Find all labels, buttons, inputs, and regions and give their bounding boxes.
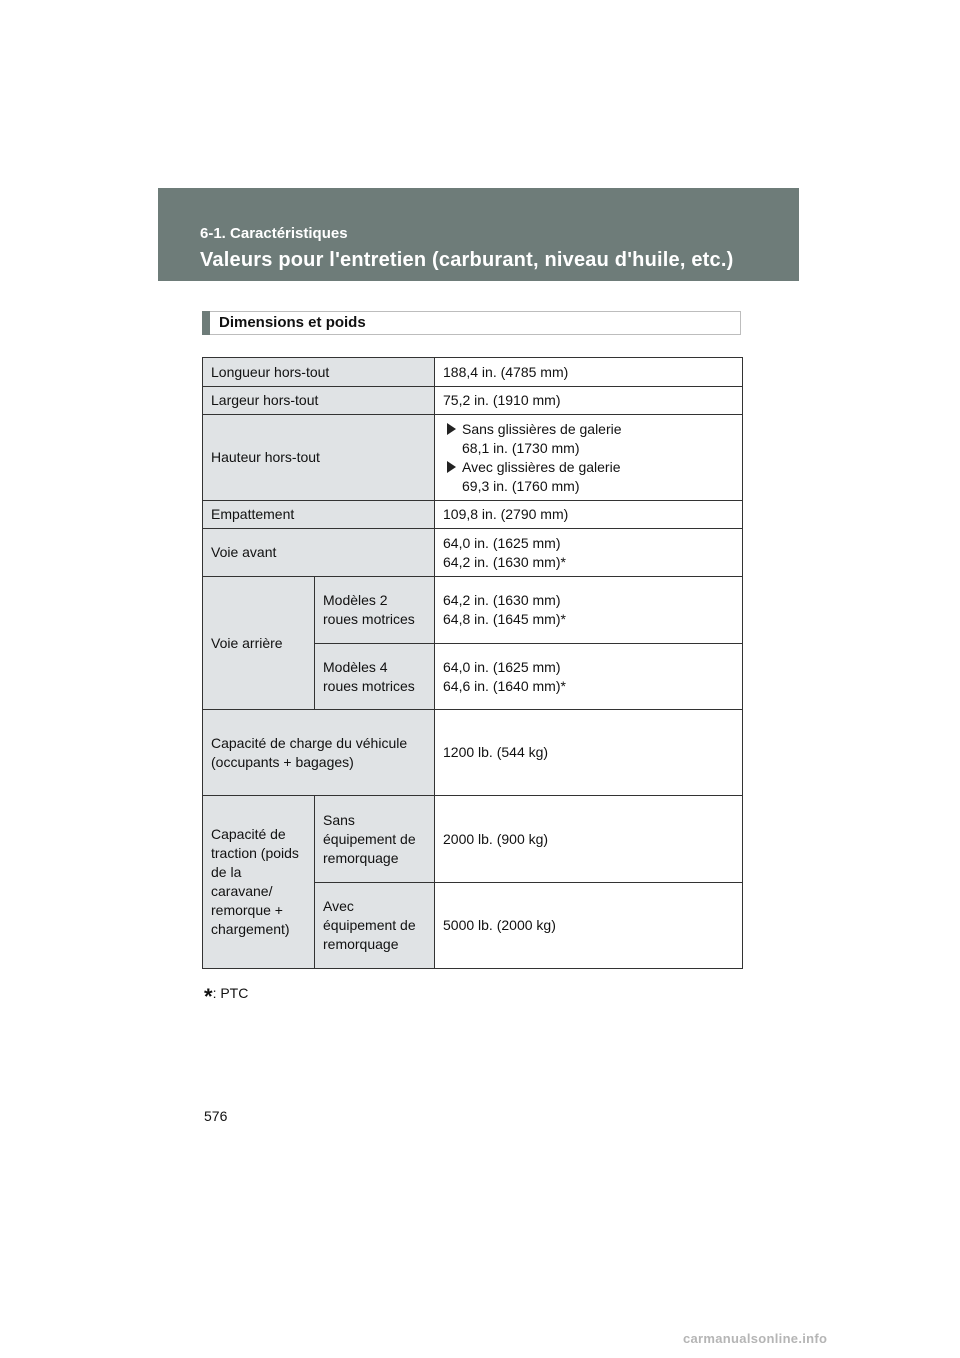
table-row <box>203 415 743 501</box>
footnote-symbol: * <box>204 984 213 1009</box>
value-cell <box>435 644 743 710</box>
sub-label-cell: Modèles 2 roues motrices <box>315 577 435 644</box>
arrow-right-icon <box>447 461 456 473</box>
table-row <box>203 577 743 644</box>
item-name: Sans glissières de galerie <box>462 420 622 437</box>
label-cell: Capacité de traction (poids de la caravane/ remorque + chargement) <box>203 796 315 969</box>
value-cell <box>435 529 743 577</box>
subsection-accent-bar <box>202 311 210 335</box>
table-row <box>203 796 743 883</box>
value-line: 64,0 in. (1625 mm) <box>443 534 561 551</box>
sub-label-cell: Sans équipement de remorquage <box>315 796 435 883</box>
item-text <box>462 458 621 496</box>
table-row <box>203 710 743 796</box>
label-cell: Hauteur hors-tout <box>203 415 435 501</box>
sub-label-cell: Avec équipement de remorquage <box>315 883 435 969</box>
label-cell: Largeur hors-tout <box>203 387 435 415</box>
page-title: Valeurs pour l'entretien (carburant, niveau d'huile, etc.) <box>200 249 734 271</box>
chapter-header <box>158 188 799 281</box>
value-cell: 109,8 in. (2790 mm) <box>435 501 743 529</box>
value-cell: 5000 lb. (2000 kg) <box>435 883 743 969</box>
value-line: 64,6 in. (1640 mm)* <box>443 677 566 694</box>
value-line: 64,2 in. (1630 mm) <box>443 592 561 608</box>
table-row <box>203 387 743 415</box>
value-cell <box>435 415 743 501</box>
value-line: 64,2 in. (1630 mm)* <box>443 553 566 570</box>
dimensions-table <box>202 357 743 969</box>
section-title: 6-1. Caractéristiques <box>200 225 348 242</box>
footnote <box>204 984 248 1010</box>
value-cell: 2000 lb. (900 kg) <box>435 796 743 883</box>
footnote-text: : PTC <box>212 985 249 1001</box>
item-value: 68,1 in. (1730 mm) <box>462 439 580 456</box>
page-number: 576 <box>204 1108 228 1124</box>
value-cell: 188,4 in. (4785 mm) <box>435 358 743 387</box>
list-item <box>443 420 734 458</box>
value-cell: 1200 lb. (544 kg) <box>435 710 743 796</box>
value-cell <box>435 577 743 644</box>
subsection-banner <box>202 311 741 335</box>
value-line: 64,0 in. (1625 mm) <box>443 658 561 675</box>
value-cell: 75,2 in. (1910 mm) <box>435 387 743 415</box>
item-name: Avec glissières de galerie <box>462 458 621 475</box>
label-cell: Capacité de charge du véhicule (occupants + bagages) <box>203 710 435 796</box>
watermark: carmanualsonline.info <box>683 1331 828 1346</box>
item-value: 69,3 in. (1760 mm) <box>462 477 580 494</box>
label-cell: Voie avant <box>203 529 435 577</box>
label-cell: Empattement <box>203 501 435 529</box>
label-cell: Longueur hors-tout <box>203 358 435 387</box>
table-row <box>203 501 743 529</box>
table-row <box>203 529 743 577</box>
list-item <box>443 458 734 496</box>
arrow-right-icon <box>447 423 456 435</box>
table-row <box>203 358 743 387</box>
value-line: 64,8 in. (1645 mm)* <box>443 611 566 627</box>
subsection-title: Dimensions et poids <box>219 314 366 331</box>
label-cell: Voie arrière <box>203 577 315 710</box>
sub-label-cell: Modèles 4 roues motrices <box>315 644 435 710</box>
item-text <box>462 420 622 458</box>
